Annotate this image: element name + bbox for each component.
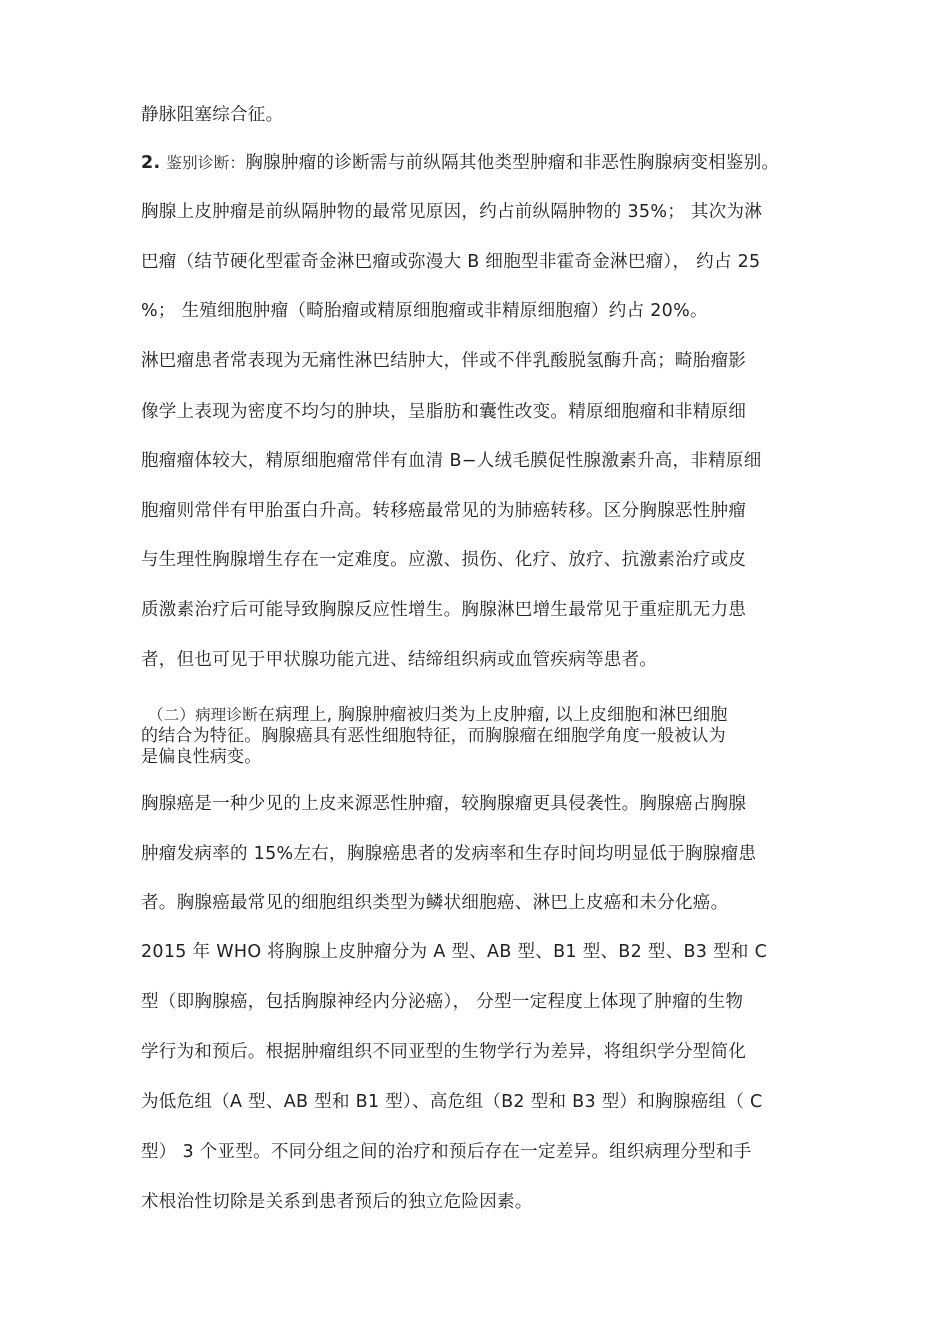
paragraph-line: 胸腺上皮肿瘤是前纵隔肿物的最常见原因，约占前纵隔肿物的 35%； 其次为淋 [141,202,763,222]
paragraph-line: 为低危组（A 型、AB 型和 B1 型）、高危组（B2 型和 B3 型）和胸腺癌组（ C [141,1092,763,1112]
paragraph-line: 的结合为特征。胸腺癌具有恶性细胞特征，而胸腺瘤在细胞学角度一般被认为 [141,726,726,746]
paragraph-line: 像学上表现为密度不均匀的肿块，呈脂肪和囊性改变。精原细胞瘤和非精原细 [141,402,747,422]
paragraph-line: 者。胸腺癌最常见的细胞组织类型为鳞状细胞癌、淋巴上皮癌和未分化癌。 [141,893,729,913]
paragraph-line: 胞瘤则常伴有甲胎蛋白升高。转移癌最常见的为肺癌转移。区分胸腺恶性肿瘤 [141,501,747,521]
paragraph-line: 型） 3 个亚型。不同分组之间的治疗和预后存在一定差异。组织病理分型和手 [141,1142,752,1162]
paragraph-line: 是偏良性病变。 [141,747,262,767]
paragraph-line: 学行为和预后。根据肿瘤组织不同亚型的生物学行为差异，将组织学分型简化 [141,1042,747,1062]
section-label: （二）病理诊断 [148,706,258,724]
differential-diagnosis-heading-line [141,151,779,175]
paragraph-line: 胸腺癌是一种少见的上皮来源恶性肿瘤，较胸腺瘤更具侵袭性。胸腺癌占胸腺 [141,794,747,814]
paragraph-line: 肿瘤发病率的 15%左右，胸腺癌患者的发病率和生存时间均明显低于胸腺瘤患 [141,844,757,864]
paragraph-line: 静脉阻塞综合征。 [141,105,284,125]
item-label: 鉴别诊断： [166,154,246,172]
paragraph-line: %； 生殖细胞肿瘤（畸胎瘤或精原细胞瘤或非精原细胞瘤）约占 20%。 [141,301,708,321]
heading-line-text: 在病理上, 胸腺肿瘤被归类为上皮肿瘤, 以上皮细胞和淋巴细胞 [257,705,728,725]
paragraph-line: 淋巴瘤患者常表现为无痛性淋巴结肿大，伴或不伴乳酸脱氢酶升高；畸胎瘤影 [141,351,747,371]
pathology-heading-line [148,706,728,725]
paragraph-line: 与生理性胸腺增生存在一定难度。应激、损伤、化疗、放疗、抗激素治疗或皮 [141,550,747,570]
paragraph-line: 胞瘤瘤体较大，精原细胞瘤常伴有血清 B−人绒毛膜促性腺激素升高，非精原细 [141,451,762,471]
paragraph-line: 质激素治疗后可能导致胸腺反应性增生。胸腺淋巴增生最常见于重症肌无力患 [141,600,747,620]
paragraph-line: 2015 年 WHO 将胸腺上皮肿瘤分为 A 型、AB 型、B1 型、B2 型、B3 型和 C [141,942,768,962]
paragraph-line: 术根治性切除是关系到患者预后的独立危险因素。 [141,1192,533,1212]
paragraph-line: 者，但也可见于甲状腺功能亢进、结缔组织病或血管疾病等患者。 [141,650,658,670]
heading-line-text: 胸腺肿瘤的诊断需与前纵隔其他类型肿瘤和非恶性胸腺病变相鉴别。 [245,153,780,173]
item-number: 2. [141,153,161,173]
paragraph-line: 型（即胸腺癌，包括胸腺神经内分泌癌）， 分型一定程度上体现了肿瘤的生物 [141,992,744,1012]
paragraph-line: 巴瘤（结节硬化型霍奇金淋巴瘤或弥漫大 B 细胞型非霍奇金淋巴瘤）， 约占 25 [141,252,761,272]
